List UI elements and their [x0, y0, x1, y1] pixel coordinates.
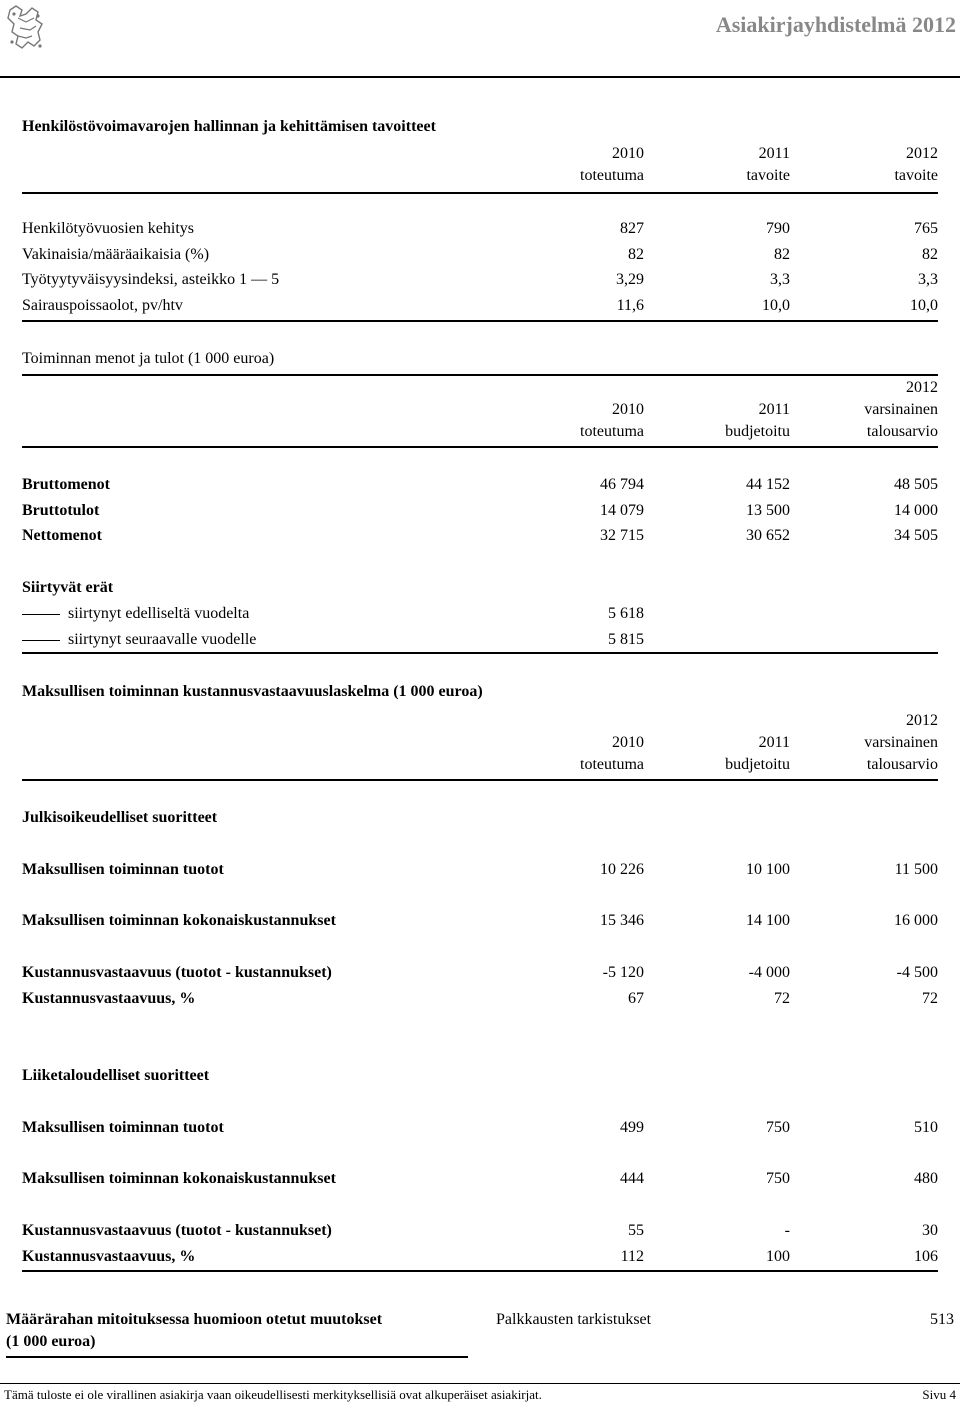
cell-2011: 30 652	[746, 527, 790, 544]
section-divider	[22, 652, 938, 654]
col-header-2011-type: tavoite	[746, 167, 790, 184]
row-label: Kustannusvastaavuus (tuotot - kustannukset)	[22, 1222, 332, 1239]
cell-2010: 67	[628, 990, 644, 1007]
cell-2011: 44 152	[746, 476, 790, 493]
cell-2010: 5 618	[608, 605, 644, 622]
section-divider	[22, 320, 938, 322]
cell-2011: 790	[766, 220, 790, 237]
col-header-2010-type: toteutuma	[580, 423, 644, 440]
row-label: Työtyytyväisyysindeksi, asteikko 1 — 5	[22, 271, 280, 288]
row-label: Bruttomenot	[22, 476, 110, 493]
cell-2012: 11 500	[894, 861, 938, 878]
cell-2011: -	[784, 1222, 790, 1239]
row-label: Maksullisen toiminnan tuotot	[22, 1119, 224, 1136]
cell-2012: 480	[914, 1170, 938, 1187]
col-header-2010-type: toteutuma	[580, 756, 644, 773]
cell-2011: 82	[774, 246, 790, 263]
col-header-2011-year: 2011	[758, 734, 790, 751]
salary-adjustment-value: 513	[930, 1311, 954, 1328]
col-header-2010-year: 2010	[612, 145, 644, 162]
cell-2011: 3,3	[770, 271, 790, 288]
cell-2010: 499	[620, 1119, 644, 1136]
col-header-2010-type: toteutuma	[580, 167, 644, 184]
cell-2012: 72	[922, 990, 938, 1007]
finnish-lion-coat-of-arms-icon	[4, 2, 46, 52]
cell-2012: 765	[914, 220, 938, 237]
table-header-rule	[22, 192, 938, 194]
cell-2010: 444	[620, 1170, 644, 1187]
cell-2010: 15 346	[600, 912, 644, 929]
table-header-rule	[22, 779, 938, 781]
section-title-cost-correspondence: Maksullisen toiminnan kustannusvastaavuuslaskelma (1 000 euroa)	[22, 683, 483, 700]
cell-2012: 106	[914, 1248, 938, 1265]
cell-2010: -5 120	[602, 964, 644, 981]
cell-2011: 100	[766, 1248, 790, 1265]
dash-icon	[22, 640, 60, 641]
table-header-rule	[22, 446, 938, 448]
cell-2011: 72	[774, 990, 790, 1007]
cell-2012: -4 500	[896, 964, 938, 981]
row-label: Sairauspoissaolot, pv/htv	[22, 297, 183, 314]
col-header-2012-type: varsinainen	[864, 734, 938, 751]
col-header-2012-type: varsinainen	[864, 401, 938, 418]
row-label: Henkilötyövuosien kehitys	[22, 220, 194, 237]
col-header-2010-year: 2010	[612, 401, 644, 418]
row-label: Maksullisen toiminnan tuotot	[22, 861, 224, 878]
col-header-2012-year: 2012	[906, 145, 938, 162]
cell-2011: 750	[766, 1119, 790, 1136]
row-label: Bruttotulot	[22, 502, 100, 519]
cell-2012: 510	[914, 1119, 938, 1136]
salary-adjustment-label: Palkkausten tarkistukset	[496, 1311, 652, 1328]
transfer-label: siirtynyt seuraavalle vuodelle	[68, 631, 257, 648]
cell-2010: 827	[620, 220, 644, 237]
col-header-2012-year: 2012	[906, 712, 938, 729]
transfer-label: siirtynyt edelliseltä vuodelta	[68, 605, 250, 622]
transfer-title: Siirtyvät erät	[22, 579, 114, 596]
cell-2011: 13 500	[746, 502, 790, 519]
cell-2012: 10,0	[910, 297, 938, 314]
page-number: Sivu 4	[922, 1387, 956, 1402]
row-label: Vakinaisia/määräaikaisia (%)	[22, 246, 210, 263]
row-label: Kustannusvastaavuus, %	[22, 1248, 196, 1265]
cell-2010: 46 794	[600, 476, 644, 493]
cell-2011: -4 000	[748, 964, 790, 981]
cell-2010: 14 079	[600, 502, 644, 519]
cell-2010: 5 815	[608, 631, 644, 648]
cell-2012: 14 000	[894, 502, 938, 519]
row-label: Maksullisen toiminnan kokonaiskustannukset	[22, 1170, 336, 1187]
cell-2011: 750	[766, 1170, 790, 1187]
row-label	[22, 604, 249, 624]
document-title: Asiakirjayhdistelmä 2012	[715, 12, 956, 37]
appropriation-title-rule	[6, 1356, 468, 1358]
row-label: Nettomenot	[22, 527, 102, 544]
cell-2012: 82	[922, 246, 938, 263]
business-services-title: Liiketaloudelliset suoritteet	[22, 1067, 210, 1084]
col-header-2011-year: 2011	[758, 401, 790, 418]
cell-2010: 11,6	[616, 297, 644, 314]
col-header-2011-year: 2011	[758, 145, 790, 162]
row-label	[22, 630, 256, 650]
row-label: Kustannusvastaavuus, %	[22, 990, 196, 1007]
dash-icon	[22, 614, 60, 615]
cell-2012: 16 000	[894, 912, 938, 929]
section-title-rule	[22, 374, 938, 376]
col-header-2012-budget: talousarvio	[866, 756, 938, 773]
section-divider	[22, 1270, 938, 1272]
col-header-2010-year: 2010	[612, 734, 644, 751]
header-divider	[0, 76, 960, 78]
cell-2012: 34 505	[894, 527, 938, 544]
cell-2012: 48 505	[894, 476, 938, 493]
cell-2011: 10 100	[746, 861, 790, 878]
section-title-expenses: Toiminnan menot ja tulot (1 000 euroa)	[22, 350, 275, 367]
public-services-title: Julkisoikeudelliset suoritteet	[22, 809, 218, 826]
section-title-personnel: Henkilöstövoimavarojen hallinnan ja kehittämisen tavoitteet	[22, 118, 436, 135]
col-header-2012-year: 2012	[906, 379, 938, 396]
col-header-2012-budget: talousarvio	[866, 423, 938, 440]
cell-2010: 82	[628, 246, 644, 263]
cell-2010: 55	[628, 1222, 644, 1239]
col-header-2011-type: budjetoitu	[725, 423, 790, 440]
footer-disclaimer: Tämä tuloste ei ole virallinen asiakirja vaan oikeudellisesti merkityksellisiä ovat alkuperäiset asiakirjat.	[4, 1387, 542, 1402]
cell-2010: 32 715	[600, 527, 644, 544]
cell-2011: 14 100	[746, 912, 790, 929]
cell-2012: 30	[922, 1222, 938, 1239]
footer-divider	[0, 1383, 960, 1384]
cell-2012: 3,3	[918, 271, 938, 288]
col-header-2012-type: tavoite	[894, 167, 938, 184]
cell-2010: 10 226	[600, 861, 644, 878]
row-label: Maksullisen toiminnan kokonaiskustannukset	[22, 912, 336, 929]
cell-2010: 3,29	[616, 271, 644, 288]
col-header-2011-type: budjetoitu	[725, 756, 790, 773]
cell-2011: 10,0	[762, 297, 790, 314]
appropriation-changes-unit: (1 000 euroa)	[6, 1333, 96, 1350]
cell-2010: 112	[620, 1248, 644, 1265]
appropriation-changes-title: Määrärahan mitoituksessa huomioon otetut muutokset	[6, 1311, 383, 1328]
row-label: Kustannusvastaavuus (tuotot - kustannukset)	[22, 964, 332, 981]
